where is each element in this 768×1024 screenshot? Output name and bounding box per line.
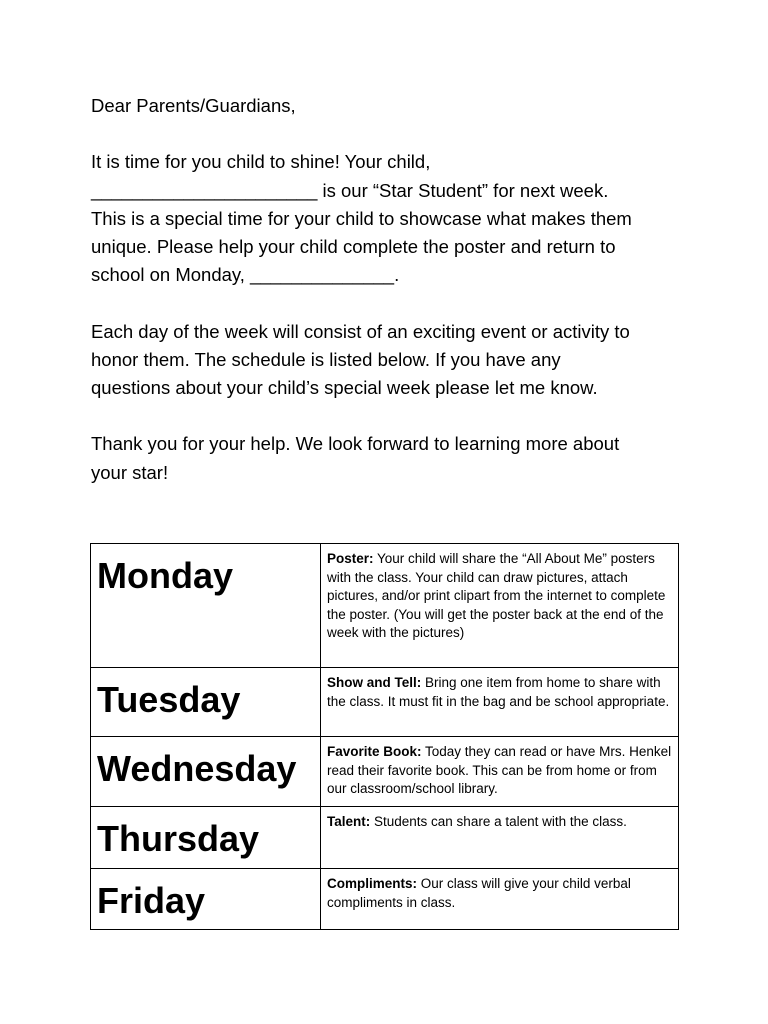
schedule-table xyxy=(90,543,679,930)
activity-cell xyxy=(321,668,679,737)
day-cell: Tuesday xyxy=(91,668,321,737)
day-cell: Wednesday xyxy=(91,737,321,807)
paragraph-intro xyxy=(91,148,691,289)
text-line: honor them. The schedule is listed below. If you have any xyxy=(91,348,561,370)
activity-text: Today they can read or have Mrs. Henkel read their favorite book. This can be from home or from our classroom/school library. xyxy=(327,744,672,796)
table-row xyxy=(91,869,679,930)
text-line: It is time for you child to shine! Your child, xyxy=(91,151,431,173)
activity-label: Poster: xyxy=(327,551,374,566)
day-cell: Thursday xyxy=(91,807,321,869)
paragraph-thanks xyxy=(91,430,691,486)
text-line: Each day of the week will consist of an exciting event or activity to xyxy=(91,320,630,342)
day-cell: Friday xyxy=(91,869,321,930)
table-row xyxy=(91,668,679,737)
text-line: school on Monday, ______________. xyxy=(91,264,400,286)
table-row xyxy=(91,737,679,807)
activity-text: Our class will give your child verbal compliments in class. xyxy=(327,876,631,910)
text-line: Thank you for your help. We look forward to learning more about xyxy=(91,433,620,455)
activity-cell xyxy=(321,807,679,869)
text-line: This is a special time for your child to showcase what makes them xyxy=(91,207,632,229)
table-row xyxy=(91,544,679,668)
text-line: ______________________ is our “Star Student” for next week. xyxy=(91,179,609,201)
activity-label: Compliments: xyxy=(327,876,418,891)
paragraph-schedule-intro xyxy=(91,318,691,403)
activity-text: Your child will share the “All About Me” posters with the class. Your child can draw pictures, attach pictures, and/or print clipart from the internet to complete the poster. (You will get the poster back at the end of the week with the pictures) xyxy=(327,551,666,640)
activity-cell xyxy=(321,869,679,930)
activity-label: Show and Tell: xyxy=(327,675,422,690)
day-cell: Monday xyxy=(91,544,321,668)
letter-body xyxy=(91,92,691,487)
text-line: questions about your child’s special week please let me know. xyxy=(91,377,598,398)
activity-cell xyxy=(321,544,679,668)
table-row xyxy=(91,807,679,869)
text-line: your star! xyxy=(91,461,169,483)
greeting: Dear Parents/Guardians, xyxy=(91,95,296,116)
activity-text: Bring one item from home to share with the class. It must fit in the bag and be school appropriate. xyxy=(327,675,670,709)
text-line: unique. Please help your child complete the poster and return to xyxy=(91,236,616,257)
activity-text: Students can share a talent with the class. xyxy=(370,814,627,829)
activity-label: Favorite Book: xyxy=(327,744,422,759)
activity-cell xyxy=(321,737,679,807)
activity-label: Talent: xyxy=(327,814,371,829)
